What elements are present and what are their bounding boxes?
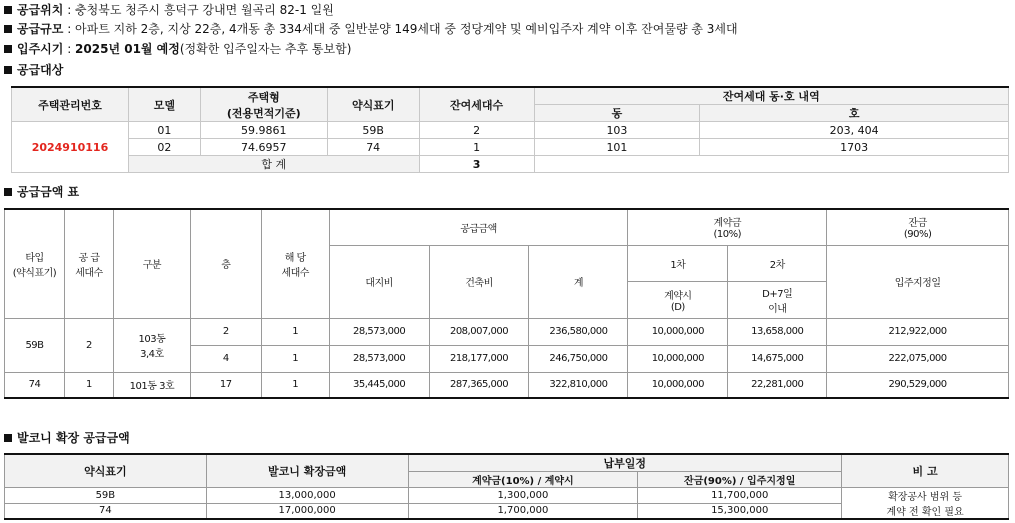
price-section-title	[4, 183, 79, 200]
header-land: 대지비	[329, 245, 429, 318]
header-units-l2: 세대수	[281, 267, 309, 279]
header-second-sub-l1: D+7일	[762, 288, 793, 300]
supply-target-line	[4, 61, 63, 78]
header-balance-l2: (90%)	[903, 229, 932, 241]
header-type	[5, 209, 65, 318]
supply-price-table	[4, 208, 1009, 399]
table-row	[5, 372, 1009, 398]
second-cell: 14,675,000	[728, 345, 827, 372]
header-detail: 잔여세대 동·호 내역	[534, 87, 1008, 105]
supply-scale-label: 공급규모	[17, 22, 64, 36]
dong-cell: 103	[534, 122, 700, 139]
total-row	[12, 156, 1009, 173]
area-cell: 59.9861	[200, 122, 327, 139]
supply-scale-value: : 아파트 지하 2층, 지상 22층, 4개동 총 334세대 중 일반분양 149세대 중 정당계약 및 예비입주자 계약 이후 잔여물량 총 3세대	[63, 22, 738, 36]
units-cell: 1	[261, 318, 329, 345]
balance-cell: 222,075,000	[827, 345, 1009, 372]
balcony-amount-cell: 17,000,000	[206, 503, 408, 519]
floor-cell: 2	[190, 318, 261, 345]
housing-id-value: 2024910116	[12, 122, 129, 173]
header-balcony-amount: 발코니 확장금액	[206, 454, 408, 488]
movein-note: (정확한 입주일자는 추후 통보함)	[179, 42, 352, 56]
balcony-note-l1: 확장공사 범위 등	[888, 492, 963, 503]
header-balcony-balance: 잔금(90%) / 입주지정일	[638, 472, 842, 488]
header-second-sub	[728, 281, 827, 318]
bullet-square-icon	[4, 434, 12, 442]
header-housing-type-l1: 주택형	[247, 90, 280, 104]
balance-cell: 290,529,000	[827, 372, 1009, 398]
balcony-deposit-cell: 1,300,000	[408, 488, 638, 504]
header-supply-l2: 세대수	[75, 267, 103, 279]
total-value: 3	[419, 156, 534, 173]
header-balcony-abbr: 약식표기	[5, 454, 207, 488]
header-housing-type-l2: (전용면적기준)	[226, 106, 301, 120]
balcony-balance-cell: 15,300,000	[638, 503, 842, 519]
balcony-balance-cell: 11,700,000	[638, 488, 842, 504]
supply-location-label: 공급위치	[17, 3, 64, 17]
division-cell: 101동 3호	[113, 372, 190, 398]
building-cell: 218,177,000	[429, 345, 529, 372]
floor-cell: 17	[190, 372, 261, 398]
header-supply-l1: 공 급	[78, 252, 100, 264]
model-cell: 02	[128, 139, 200, 156]
second-cell: 13,658,000	[728, 318, 827, 345]
balcony-price-table	[4, 453, 1009, 520]
movein-label: 입주시기	[17, 42, 64, 56]
header-deposit-l2: (10%)	[713, 229, 742, 241]
first-cell: 10,000,000	[628, 345, 728, 372]
header-division: 구분	[113, 209, 190, 318]
units-cell: 1	[261, 372, 329, 398]
table-row	[5, 318, 1009, 345]
balcony-abbr-cell: 59B	[5, 488, 207, 504]
balcony-note-cell	[842, 488, 1009, 520]
header-type-l2: (약식표기)	[12, 267, 57, 279]
total-label: 합 계	[128, 156, 419, 173]
supply-count-cell: 2	[64, 318, 113, 372]
balcony-section-title	[4, 429, 130, 446]
balcony-note-l2: 계약 전 확인 필요	[886, 507, 964, 518]
header-building: 건축비	[429, 245, 529, 318]
header-deposit	[628, 209, 827, 245]
units-cell: 1	[261, 345, 329, 372]
land-cell: 28,573,000	[329, 345, 429, 372]
bullet-square-icon	[4, 45, 12, 53]
supply-location-line	[4, 1, 334, 18]
land-cell: 28,573,000	[329, 318, 429, 345]
sum-cell: 246,750,000	[529, 345, 628, 372]
header-remaining: 잔여세대수	[419, 87, 534, 122]
header-first: 1차	[628, 245, 728, 281]
header-model: 모델	[128, 87, 200, 122]
balcony-deposit-cell: 1,700,000	[408, 503, 638, 519]
header-housing-type	[200, 87, 327, 122]
header-movein-date: 입주지정일	[827, 245, 1009, 318]
sum-cell: 236,580,000	[529, 318, 628, 345]
header-dong: 동	[534, 105, 700, 122]
dong-cell: 101	[534, 139, 700, 156]
balcony-abbr-cell: 74	[5, 503, 207, 519]
ho-cell: 203, 404	[700, 122, 1009, 139]
count-cell: 1	[419, 139, 534, 156]
balance-cell: 212,922,000	[827, 318, 1009, 345]
second-cell: 22,281,000	[728, 372, 827, 398]
header-supply	[64, 209, 113, 318]
sum-cell: 322,810,000	[529, 372, 628, 398]
balcony-title: 발코니 확장 공급금액	[17, 431, 130, 445]
floor-cell: 4	[190, 345, 261, 372]
header-schedule: 납부일정	[408, 454, 842, 472]
type-cell: 74	[5, 372, 65, 398]
table-row	[12, 122, 1009, 139]
header-abbr: 약식표기	[327, 87, 419, 122]
first-cell: 10,000,000	[628, 318, 728, 345]
division-l1: 103동	[138, 334, 166, 345]
bullet-square-icon	[4, 6, 12, 14]
movein-line	[4, 40, 351, 57]
header-ho: 호	[700, 105, 1009, 122]
table-row	[5, 488, 1009, 504]
building-cell: 287,365,000	[429, 372, 529, 398]
header-second-sub-l2: 이내	[768, 303, 787, 315]
supply-count-cell: 1	[64, 372, 113, 398]
building-cell: 208,007,000	[429, 318, 529, 345]
empty-cell	[534, 156, 1008, 173]
division-l2: 3,4호	[140, 349, 164, 360]
header-supply-price: 공급금액	[329, 209, 628, 245]
header-units	[261, 209, 329, 318]
type-cell: 59B	[5, 318, 65, 372]
header-units-l1: 해 당	[284, 252, 306, 264]
header-balance	[827, 209, 1009, 245]
header-type-l1: 타입	[25, 252, 44, 264]
division-cell	[113, 318, 190, 372]
header-note: 비 고	[842, 454, 1009, 488]
header-housing-id: 주택관리번호	[12, 87, 129, 122]
bullet-square-icon	[4, 25, 12, 33]
bullet-square-icon	[4, 66, 12, 74]
supply-target-label: 공급대상	[17, 63, 64, 77]
remaining-units-table	[11, 86, 1009, 173]
movein-sep: :	[63, 42, 76, 56]
header-balance-l1: 잔금	[908, 218, 927, 230]
table-row	[12, 139, 1009, 156]
count-cell: 2	[419, 122, 534, 139]
model-cell: 01	[128, 122, 200, 139]
price-title: 공급금액 표	[17, 185, 80, 199]
balcony-amount-cell: 13,000,000	[206, 488, 408, 504]
abbr-cell: 74	[327, 139, 419, 156]
header-second: 2차	[728, 245, 827, 281]
land-cell: 35,445,000	[329, 372, 429, 398]
bullet-square-icon	[4, 188, 12, 196]
area-cell: 74.6957	[200, 139, 327, 156]
header-balcony-deposit: 계약금(10%) / 계약시	[408, 472, 638, 488]
ho-cell: 1703	[700, 139, 1009, 156]
abbr-cell: 59B	[327, 122, 419, 139]
header-sum: 계	[529, 245, 628, 318]
supply-scale-line	[4, 20, 738, 37]
header-floor: 층	[190, 209, 261, 318]
first-cell: 10,000,000	[628, 372, 728, 398]
header-first-sub-l2: (D)	[670, 301, 685, 313]
movein-value: 2025년 01월 예정	[75, 42, 180, 56]
header-first-sub	[628, 281, 728, 318]
header-first-sub-l1: 계약시	[664, 290, 692, 302]
supply-location-value: : 충청북도 청주시 흥덕구 강내면 월곡리 82-1 일원	[63, 3, 334, 17]
header-deposit-l1: 계약금	[713, 218, 742, 230]
